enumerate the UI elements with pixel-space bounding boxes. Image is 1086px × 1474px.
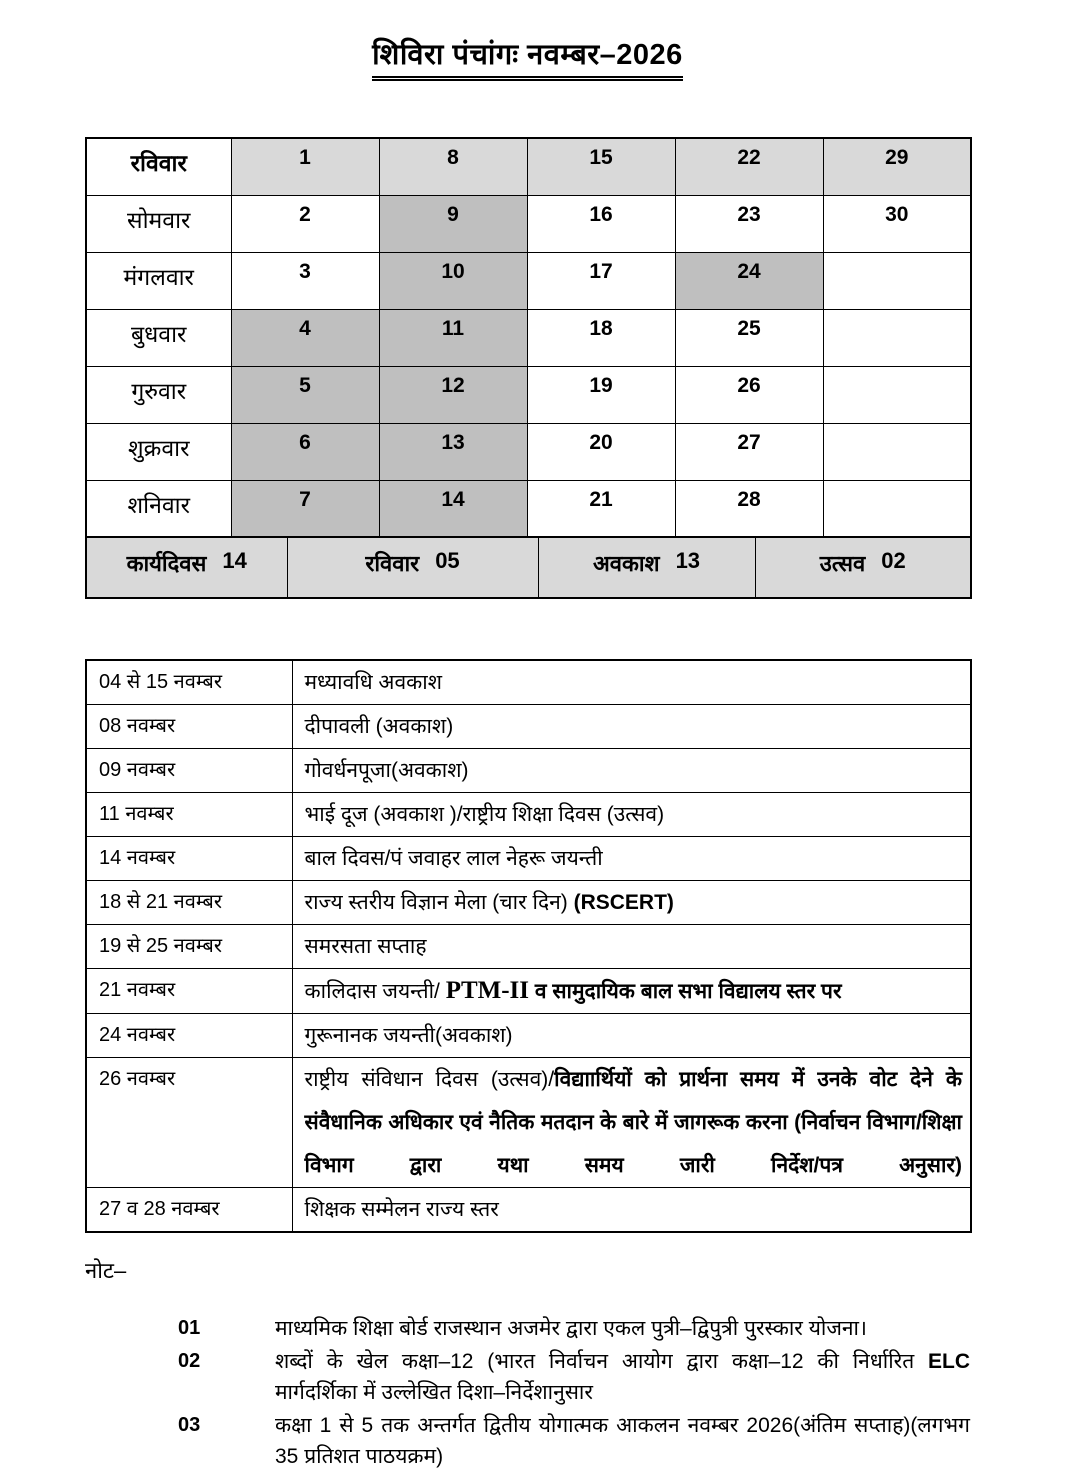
calendar-summary-table — [85, 538, 972, 599]
date-cell: 12 — [379, 366, 527, 423]
text-segment: भाई दूज (अवकाश )/राष्ट्रीय शिक्षा दिवस (उत्सव) — [304, 803, 665, 826]
summary-label: रविवार — [365, 551, 420, 576]
event-date: 26 नवम्बर — [86, 1058, 292, 1188]
note-number: 01 — [178, 1317, 201, 1339]
event-description — [292, 1058, 971, 1188]
summary-label: अवकाश — [592, 551, 660, 576]
text-segment: समरसता सप्ताह — [304, 935, 427, 958]
event-description — [292, 749, 971, 793]
note-text — [275, 1313, 970, 1344]
calendar-table — [85, 137, 972, 538]
date-cell: 10 — [379, 252, 527, 309]
event-row — [86, 881, 971, 925]
weekday-label: शुक्रवार — [86, 423, 231, 480]
date-cell: 19 — [527, 366, 675, 423]
summary-cell — [755, 538, 971, 598]
date-cell: 7 — [231, 480, 379, 537]
summary-cell — [86, 538, 287, 598]
summary-cell-content — [88, 548, 286, 578]
event-description — [292, 1188, 971, 1233]
date-cell: 6 — [231, 423, 379, 480]
event-row — [86, 837, 971, 881]
date-cell: 24 — [675, 252, 823, 309]
note-item — [85, 1346, 970, 1408]
date-cell: 26 — [675, 366, 823, 423]
note-text — [275, 1346, 970, 1408]
text-segment: माध्यमिक शिक्षा बोर्ड राजस्थान अजमेर द्वारा एकल पुत्री–द्विपुत्री पुरस्कार योजना। — [275, 1317, 867, 1340]
text-segment: बाल दिवस/पं जवाहर लाल नेहरू जयन्ती — [304, 847, 603, 870]
text-segment: (RSCERT) — [573, 891, 674, 914]
note-heading: नोट– — [85, 1258, 127, 1283]
event-row — [86, 660, 971, 705]
text-segment: कक्षा 1 से 5 तक अन्तर्गत द्वितीय योगात्मक आकलन नवम्बर 2026(अंतिम सप्ताह)(लगभग 35 प्रतिशत पाठयक्रम) — [275, 1414, 970, 1468]
date-cell: 5 — [231, 366, 379, 423]
calendar-week-row — [86, 309, 971, 366]
summary-value: 13 — [675, 548, 701, 573]
summary-cell-content — [289, 548, 537, 578]
date-cell: 21 — [527, 480, 675, 537]
text-segment: व सामुदायिक बाल सभा विद्यालय स्तर पर — [529, 980, 842, 1003]
event-row — [86, 1188, 971, 1233]
date-cell: 1 — [231, 138, 379, 195]
page-title: शिविरा पंचांगः नवम्बर–2026 — [372, 34, 683, 81]
note-number: 02 — [178, 1350, 201, 1372]
event-row — [86, 1014, 971, 1058]
date-cell: 13 — [379, 423, 527, 480]
summary-value: 05 — [435, 548, 460, 573]
note-item — [85, 1313, 970, 1344]
weekday-label: मंगलवार — [86, 252, 231, 309]
event-row — [86, 1058, 971, 1188]
text-segment: विद्याार्थियों को प्रार्थना समय में उनके वोट देने के संवैधानिक अधिकार एवं नैतिक मतदान के बारे में जागरूक करना (निर्वाचन विभाग/शिक्षा विभाग द्वारा यथा समय जारी निर्देश/पत्र अनुसार) — [304, 1068, 963, 1177]
text-segment: गुरूनानक जयन्ती(अवकाश) — [304, 1024, 513, 1047]
events-table — [85, 659, 972, 1233]
calendar-week-row — [86, 138, 971, 195]
event-date: 19 से 25 नवम्बर — [86, 925, 292, 969]
summary-label: उत्सव — [819, 551, 866, 576]
date-cell: 23 — [675, 195, 823, 252]
date-cell — [823, 309, 971, 366]
note-number: 03 — [178, 1414, 201, 1436]
event-description — [292, 705, 971, 749]
event-row — [86, 705, 971, 749]
text-segment: दीपावली (अवकाश) — [304, 715, 454, 738]
date-cell: 17 — [527, 252, 675, 309]
date-cell: 20 — [527, 423, 675, 480]
date-cell: 28 — [675, 480, 823, 537]
weekday-label: सोमवार — [86, 195, 231, 252]
text-segment: शब्दों के खेल कक्षा–12 (भारत निर्वाचन आयोग द्वारा कक्षा–12 की निर्धारित — [275, 1350, 928, 1373]
event-description — [292, 969, 971, 1014]
event-description — [292, 1014, 971, 1058]
weekday-label: गुरुवार — [86, 366, 231, 423]
note-text — [275, 1410, 970, 1472]
weekday-label: रविवार — [86, 138, 231, 195]
event-date: 11 नवम्बर — [86, 793, 292, 837]
date-cell: 11 — [379, 309, 527, 366]
text-segment: मध्यावधि अवकाश — [304, 671, 443, 694]
weekday-label: बुधवार — [86, 309, 231, 366]
text-segment: PTM-II — [445, 977, 530, 1004]
date-cell: 8 — [379, 138, 527, 195]
calendar-week-row — [86, 423, 971, 480]
summary-cell-content — [757, 548, 970, 578]
date-cell: 27 — [675, 423, 823, 480]
weekday-label: शनिवार — [86, 480, 231, 537]
date-cell — [823, 252, 971, 309]
date-cell: 29 — [823, 138, 971, 195]
date-cell: 15 — [527, 138, 675, 195]
event-description — [292, 837, 971, 881]
summary-value: 14 — [222, 548, 247, 573]
text-segment: कालिदास जयन्ती/ — [304, 980, 446, 1003]
calendar-week-row — [86, 480, 971, 537]
event-date: 08 नवम्बर — [86, 705, 292, 749]
calendar-week-row — [86, 366, 971, 423]
date-cell: 16 — [527, 195, 675, 252]
text-segment: मार्गदर्शिका में उल्लेखित दिशा–निर्देशानुसार — [275, 1381, 593, 1404]
text-segment: ELC — [928, 1350, 970, 1373]
date-cell: 18 — [527, 309, 675, 366]
summary-label: कार्यदिवस — [126, 551, 207, 576]
event-description — [292, 793, 971, 837]
date-cell: 3 — [231, 252, 379, 309]
text-segment: राष्ट्रीय संविधान दिवस (उत्सव)/ — [304, 1068, 555, 1091]
text-segment: शिक्षक सम्मेलन राज्य स्तर — [304, 1198, 499, 1221]
event-date: 24 नवम्बर — [86, 1014, 292, 1058]
event-description — [292, 660, 971, 705]
date-cell — [823, 366, 971, 423]
date-cell: 4 — [231, 309, 379, 366]
event-row — [86, 749, 971, 793]
summary-value: 02 — [881, 548, 906, 573]
calendar-week-row — [86, 252, 971, 309]
event-date: 21 नवम्बर — [86, 969, 292, 1014]
date-cell: 14 — [379, 480, 527, 537]
event-row — [86, 793, 971, 837]
date-cell — [823, 423, 971, 480]
summary-cell-content — [540, 548, 754, 578]
event-description — [292, 881, 971, 925]
date-cell: 25 — [675, 309, 823, 366]
text-segment: गोवर्धनपूजा(अवकाश) — [304, 759, 469, 782]
date-cell: 2 — [231, 195, 379, 252]
event-date: 14 नवम्बर — [86, 837, 292, 881]
summary-cell — [287, 538, 538, 598]
date-cell — [823, 480, 971, 537]
event-date: 18 से 21 नवम्बर — [86, 881, 292, 925]
calendar-week-row — [86, 195, 971, 252]
event-date: 04 से 15 नवम्बर — [86, 660, 292, 705]
text-segment: राज्य स्तरीय विज्ञान मेला (चार दिन) — [304, 891, 574, 914]
event-date: 09 नवम्बर — [86, 749, 292, 793]
event-row — [86, 969, 971, 1014]
title-block — [85, 34, 970, 81]
event-date: 27 व 28 नवम्बर — [86, 1188, 292, 1233]
event-description — [292, 925, 971, 969]
summary-cell — [538, 538, 755, 598]
notes-list — [85, 1313, 970, 1472]
note-item — [85, 1410, 970, 1472]
date-cell: 22 — [675, 138, 823, 195]
summary-row — [86, 538, 971, 598]
event-row — [86, 925, 971, 969]
date-cell: 9 — [379, 195, 527, 252]
date-cell: 30 — [823, 195, 971, 252]
